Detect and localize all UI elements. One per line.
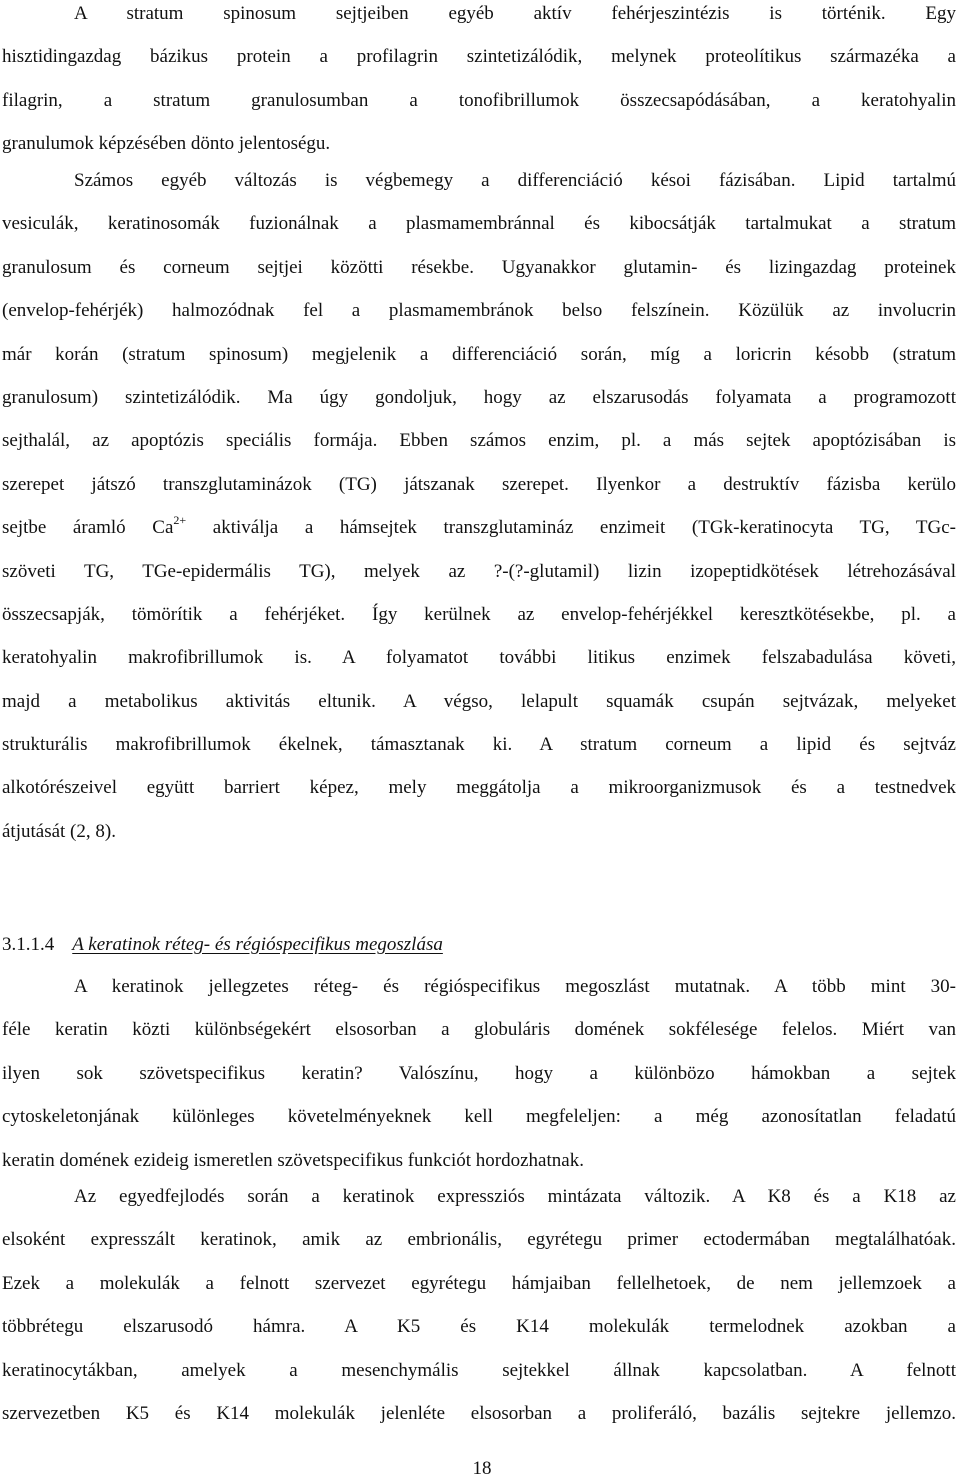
text-line: granulumok képzésében dönto jelentoségu. [2,133,331,155]
calcium-text: sejtbe áramló Ca [2,517,174,539]
text-line: granulosum) szintetizálódik. Ma úgy gondoljuk, hogy az elszarusodás folyamata a programozott [2,386,956,408]
text-line: átjutását (2, 8). [2,820,116,842]
paragraph-profilagrin [2,0,956,166]
section-heading [2,925,443,965]
text-line: már korán (stratum spinosum) megjelenik a differenciáció során, míg a loricrin késobb (stratum [2,343,956,365]
text-line: keratinocytákban, amelyek a mesenchymális sejtekkel állnak kapcsolatban. A felnott [2,1359,956,1381]
calcium-text-continued: aktiválja a hámsejtek transzglutamináz enzimeit (TGk-keratinocyta TG, TGc- [186,517,956,539]
section-title: A keratinok réteg- és régióspecifikus megoszlása [72,934,443,955]
paragraph-differentiation [2,159,956,853]
text-line: A keratinok jellegzetes réteg- és régióspecifikus megoszlást mutatnak. A több mint 30- [74,976,956,997]
text-line: összecsapják, tömörítik a fehérjéket. Így kerülnek az envelop-fehérjékkel keresztkötésekbe, pl. a [2,603,956,625]
text-line: elsoként expresszált keratinok, amik az embrionális, egyrétegu primer ectodermában megtalálhatóak. [2,1229,956,1251]
text-line: féle keratin közti különbségekért elsosorban a globuláris domének sokfélesége felelos. Miért van [2,1019,956,1041]
text-line: Számos egyéb változás is végbemegy a differenciáció késoi fázisában. Lipid tartalmú [74,170,956,191]
text-line: granulosum és corneum sejtjei közötti résekbe. Ugyanakkor glutamin- és lizingazdag proteinek [2,256,956,278]
paragraph-ontogeny [2,1175,956,1435]
text-line: szerepet játszó transzglutaminázok (TG) játszanak szerepet. Ilyenkor a destruktív fázisba kerülo [2,473,956,495]
text-line: keratin domének ezideig ismeretlen szövetspecifikus funkciót hordozhatnak. [2,1149,584,1171]
text-line: Az egyedfejlodés során a keratinok expressziós mintázata változik. A K8 és a K18 az [74,1186,956,1207]
text-line: szöveti TG, TGe-epidermális TG), melyek az ?-(?-glutamil) lizin izopeptidkötések létrehozásával [2,560,956,582]
text-line: sejthalál, az apoptózis speciális formája. Ebben számos enzim, pl. a más sejtek apoptózisában is [2,430,956,452]
text-line: majd a metabolikus aktivitás eltunik. A végso, lelapult squamák csupán sejtvázak, melyeket [2,690,956,712]
text-line: cytoskeletonjának különleges követelményeknek kell megfeleljen: a még azonosítatlan feladatú [2,1106,956,1128]
text-line: többrétegu elszarusodó hámra. A K5 és K14 molekulák termelodnek azokban a [2,1316,956,1338]
text-line: strukturális makrofibrillumok ékelnek, támasztanak ki. A stratum corneum a lipid és sejtváz [2,734,956,756]
text-line: keratohyalin makrofibrillumok is. A folyamatot további litikus enzimek felszabadulása követi, [2,647,956,669]
paragraph-keratin-distribution [2,965,956,1182]
text-line: filagrin, a stratum granulosumban a tonofibrillumok összecsapódásában, a keratohyalin [2,89,956,111]
text-line: hisztidingazdag bázikus protein a profilagrin szintetizálódik, melynek proteolítikus származéka a [2,46,956,68]
text-line: (envelop-fehérjék) halmozódnak fel a plasmamembránok belso felszínein. Közülük az involucrin [2,300,956,322]
text-line: vesiculák, keratinosomák fuzionálnak a plasmamembránnal és kibocsátják tartalmukat a stratum [2,213,956,235]
document-page [2,0,956,1481]
text-line: A stratum spinosum sejtjeiben egyéb aktív fehérjeszintézis is történik. Egy [74,3,956,24]
text-line: szervezetben K5 és K14 molekulák jelenléte elsosorban a proliferáló, bazális sejtekre jellemzo. [2,1402,956,1424]
page-number: 18 [472,1458,492,1479]
text-line-calcium [2,506,956,549]
text-line: alkotórészeivel együtt barriert képez, mely meggátolja a mikroorganizmusok és a testnedvek [2,777,956,799]
section-number: 3.1.1.4 [2,934,55,955]
calcium-superscript: 2+ [173,513,187,528]
text-line: ilyen sok szövetspecifikus keratin? Valószínu, hogy a különbözo hámokban a sejtek [2,1062,956,1084]
text-line: Ezek a molekulák a felnott szervezet egyrétegu hámjaiban fellelhetoek, de nem jellemzoek a [2,1272,956,1294]
